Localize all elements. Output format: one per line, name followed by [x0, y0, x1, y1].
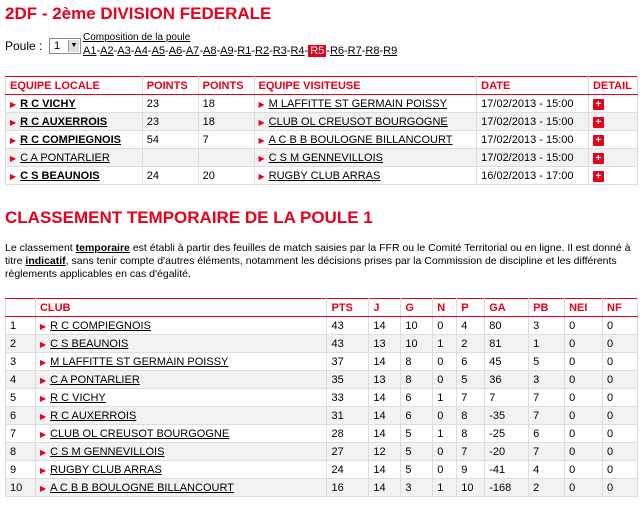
matches-table	[5, 76, 638, 185]
classement-cell-: 6	[6, 407, 36, 425]
classement-cell-p: 8	[457, 407, 485, 425]
poule-nav-separator: -	[96, 45, 101, 57]
classement-cell-j: 14	[369, 389, 401, 407]
classement-cell-ga: 45	[485, 353, 529, 371]
away-points	[198, 149, 254, 167]
matches-header-4: DATE	[477, 77, 589, 95]
arrow-right-icon: ▶	[258, 99, 265, 109]
arrow-right-icon: ▶	[39, 321, 47, 331]
chevron-down-icon: ▼	[68, 40, 79, 52]
classement-cell-pts: 24	[327, 461, 369, 479]
away-points: 18	[198, 113, 254, 131]
arrow-right-icon: ▶	[39, 429, 47, 439]
match-row	[6, 95, 638, 113]
poule-link-a8[interactable]: A8	[202, 45, 217, 57]
classement-cell-p: 10	[457, 479, 485, 497]
classement-cell-pb: 1	[529, 335, 565, 353]
away-points: 20	[198, 167, 254, 185]
arrow-right-icon: ▶	[10, 99, 17, 109]
classement-header-1: CLUB	[35, 299, 327, 317]
arrow-right-icon: ▶	[10, 171, 17, 181]
poule-link-r5[interactable]: R5	[310, 45, 325, 57]
classement-cell-p: 8	[457, 425, 485, 443]
classement-cell-: 10	[6, 479, 36, 497]
classement-cell-pts: 43	[327, 317, 369, 335]
poule-link-a4[interactable]: A4	[134, 45, 148, 57]
club-cell	[35, 479, 327, 497]
home-points: 54	[142, 131, 198, 149]
home-team-cell	[6, 131, 143, 149]
classement-cell-nf: 0	[603, 335, 638, 353]
classement-cell-ga: 36	[485, 371, 529, 389]
classement-cell-pb: 7	[529, 407, 565, 425]
classement-cell-p: 4	[457, 317, 485, 335]
poule-link-r3[interactable]: R3	[272, 45, 287, 57]
classement-cell-g: 3	[401, 479, 433, 497]
classement-cell-j: 14	[369, 479, 401, 497]
poule-select[interactable]	[49, 38, 81, 54]
classement-cell-g: 10	[401, 317, 433, 335]
classement-cell-: 9	[6, 461, 36, 479]
classement-cell-: 1	[6, 317, 36, 335]
away-team-link[interactable]: M LAFFITTE ST GERMAIN POISSY	[268, 97, 447, 110]
classement-cell-: 3	[6, 353, 36, 371]
classement-header-0	[6, 299, 36, 317]
poule-nav	[83, 45, 397, 57]
classement-cell-ga: 80	[485, 317, 529, 335]
classement-cell-nf: 0	[603, 479, 638, 497]
classement-cell-ga: -41	[485, 461, 529, 479]
club-cell	[35, 443, 327, 461]
home-points: 23	[142, 95, 198, 113]
classement-row	[6, 479, 638, 497]
classement-cell-g: 6	[401, 407, 433, 425]
club-cell	[35, 425, 327, 443]
desc-indicatif: indicatif	[25, 255, 66, 267]
poule-nav-separator: -	[182, 45, 186, 57]
poule-link-a3[interactable]: A3	[117, 45, 131, 57]
arrow-right-icon: ▶	[10, 135, 17, 145]
poule-nav-separator: -	[233, 45, 238, 57]
classement-cell-n: 1	[433, 479, 457, 497]
club-cell	[35, 371, 327, 389]
poule-nav-separator: -	[326, 45, 330, 57]
classement-header-6: P	[457, 299, 485, 317]
desc-part-3: , sans tenir compte d'autres éléments, notamment les décisions prises par la Commission de discipline et les différents règlements applicables en cas d'égalité.	[5, 255, 617, 280]
classement-title: CLASSEMENT TEMPORAIRE DE LA POULE 1	[5, 208, 373, 227]
poule-nav-separator: -	[344, 45, 348, 57]
match-date: 17/02/2013 - 15:00	[477, 95, 589, 113]
detail-plus-icon[interactable]: +	[593, 99, 604, 110]
classement-row	[6, 425, 638, 443]
club-link[interactable]: R C COMPIEGNOIS	[50, 319, 151, 332]
poule-link-r1[interactable]: R1	[237, 45, 252, 57]
desc-part-1: Le classement	[5, 242, 76, 254]
home-points: 23	[142, 113, 198, 131]
detail-cell	[588, 95, 637, 113]
classement-row	[6, 389, 638, 407]
poule-nav-separator: -	[130, 45, 135, 57]
away-team-link[interactable]: CLUB OL CREUSOT BOURGOGNE	[268, 115, 448, 128]
home-points: 24	[142, 167, 198, 185]
away-team-cell	[254, 113, 477, 131]
classement-cell-pts: 27	[327, 443, 369, 461]
poule-select-value: 1	[54, 40, 61, 52]
detail-cell	[588, 113, 637, 131]
poule-link-r7[interactable]: R7	[347, 45, 362, 57]
club-cell	[35, 335, 327, 353]
home-team-link[interactable]: R C COMPIEGNOIS	[20, 133, 121, 146]
classement-header-3: J	[369, 299, 401, 317]
away-points: 18	[198, 95, 254, 113]
poule-link-r8[interactable]: R8	[365, 45, 380, 57]
arrow-right-icon: ▶	[39, 465, 47, 475]
match-date: 17/02/2013 - 15:00	[477, 149, 589, 167]
classement-cell-nf: 0	[603, 425, 638, 443]
classement-cell-nf: 0	[603, 353, 638, 371]
classement-cell-: 7	[6, 425, 36, 443]
detail-plus-icon[interactable]: +	[593, 171, 604, 182]
poule-nav-separator: -	[304, 45, 309, 57]
club-link[interactable]: R C AUXERROIS	[50, 409, 137, 422]
poule-nav-separator: -	[251, 45, 255, 57]
classement-cell-pts: 31	[327, 407, 369, 425]
classement-cell-g: 5	[401, 425, 433, 443]
arrow-right-icon: ▶	[39, 411, 47, 421]
poule-link-r2[interactable]: R2	[255, 45, 270, 57]
classement-cell-ga: 7	[485, 389, 529, 407]
classement-cell-nei: 0	[565, 353, 603, 371]
classement-header-7: GA	[485, 299, 529, 317]
classement-cell-nf: 0	[603, 317, 638, 335]
club-link[interactable]: R C VICHY	[50, 391, 106, 404]
away-team-cell	[254, 131, 477, 149]
classement-cell-ga: -35	[485, 407, 529, 425]
desc-part-2: est établi à partir des feuilles de match saisies par la FFR ou le Comité Territorial ou en ligne. Il est donné à titre	[5, 242, 631, 267]
home-team-link[interactable]: C A PONTARLIER	[20, 151, 110, 164]
page-title: 2DF - 2ème DIVISION FEDERALE	[5, 4, 272, 23]
club-link[interactable]: RUGBY CLUB ARRAS	[50, 463, 162, 476]
home-team-link[interactable]: R C AUXERROIS	[20, 115, 108, 128]
away-points: 7	[198, 131, 254, 149]
classement-header-10: NF	[603, 299, 638, 317]
classement-cell-pts: 33	[327, 389, 369, 407]
classement-table	[5, 298, 638, 497]
classement-row	[6, 461, 638, 479]
match-row	[6, 131, 638, 149]
classement-cell-pb: 2	[529, 479, 565, 497]
arrow-right-icon: ▶	[39, 483, 47, 493]
classement-cell-pts: 35	[327, 371, 369, 389]
detail-plus-icon[interactable]: +	[593, 135, 604, 146]
classement-cell-: 2	[6, 335, 36, 353]
classement-cell-n: 0	[433, 353, 457, 371]
classement-cell-ga: -25	[485, 425, 529, 443]
classement-cell-j: 13	[369, 371, 401, 389]
desc-temporaire: temporaire	[75, 242, 130, 254]
composition-link[interactable]: Composition de la poule	[83, 32, 191, 43]
classement-cell-j: 14	[369, 425, 401, 443]
classement-cell-pb: 3	[529, 371, 565, 389]
detail-plus-icon[interactable]: +	[593, 117, 604, 128]
poule-link-a5[interactable]: A5	[151, 45, 166, 57]
poule-link-a2[interactable]: A2	[100, 45, 114, 57]
classement-cell-n: 1	[433, 425, 457, 443]
away-team-link[interactable]: C S M GENNEVILLOIS	[268, 151, 383, 164]
arrow-right-icon: ▶	[39, 357, 47, 367]
detail-cell	[588, 167, 637, 185]
classement-cell-g: 8	[401, 353, 433, 371]
club-cell	[35, 353, 327, 371]
away-team-link[interactable]: A C B B BOULOGNE BILLANCOURT	[268, 133, 453, 146]
classement-cell-n: 0	[433, 371, 457, 389]
classement-cell-p: 5	[457, 371, 485, 389]
poule-link-r9[interactable]: R9	[383, 45, 398, 57]
classement-row	[6, 317, 638, 335]
classement-cell-nf: 0	[603, 389, 638, 407]
classement-description	[5, 242, 640, 281]
classement-header-8: PB	[529, 299, 565, 317]
club-cell	[35, 389, 327, 407]
classement-row	[6, 335, 638, 353]
classement-cell-g: 10	[401, 335, 433, 353]
classement-cell-pts: 28	[327, 425, 369, 443]
detail-cell	[588, 149, 637, 167]
classement-cell-nei: 0	[565, 335, 603, 353]
poule-nav-separator: -	[113, 45, 118, 57]
poule-nav-separator: -	[147, 45, 152, 57]
match-date: 17/02/2013 - 15:00	[477, 131, 589, 149]
classement-cell-nf: 0	[603, 371, 638, 389]
classement-header-2: PTS	[327, 299, 369, 317]
club-link[interactable]: C A PONTARLIER	[50, 373, 140, 386]
classement-cell-p: 7	[457, 443, 485, 461]
match-row	[6, 149, 638, 167]
classement-cell-p: 7	[457, 389, 485, 407]
home-team-link[interactable]: R C VICHY	[20, 97, 76, 110]
classement-cell-p: 6	[457, 353, 485, 371]
away-team-cell	[254, 95, 477, 113]
classement-cell-p: 2	[457, 335, 485, 353]
classement-cell-g: 5	[401, 461, 433, 479]
arrow-right-icon: ▶	[39, 393, 47, 403]
club-link[interactable]: A C B B BOULOGNE BILLANCOURT	[50, 481, 234, 494]
poule-nav-separator: -	[199, 45, 203, 57]
home-points	[142, 149, 198, 167]
classement-cell-: 5	[6, 389, 36, 407]
poule-nav-separator: -	[216, 45, 221, 57]
classement-cell-pb: 5	[529, 353, 565, 371]
poule-link-r4[interactable]: R4	[290, 45, 305, 57]
classement-cell-ga: -168	[485, 479, 529, 497]
classement-cell-n: 0	[433, 461, 457, 479]
classement-cell-nei: 0	[565, 317, 603, 335]
classement-cell-nei: 0	[565, 407, 603, 425]
classement-cell-nei: 0	[565, 479, 603, 497]
classement-cell-pts: 37	[327, 353, 369, 371]
classement-cell-j: 14	[369, 461, 401, 479]
classement-cell-ga: 81	[485, 335, 529, 353]
classement-row	[6, 371, 638, 389]
classement-cell-g: 5	[401, 443, 433, 461]
classement-cell-pb: 7	[529, 389, 565, 407]
classement-cell-pb: 6	[529, 425, 565, 443]
poule-link-r6[interactable]: R6	[329, 45, 344, 57]
classement-cell-pb: 4	[529, 461, 565, 479]
home-team-cell	[6, 167, 143, 185]
club-link[interactable]: M LAFFITTE ST GERMAIN POISSY	[50, 355, 229, 368]
arrow-right-icon: ▶	[258, 153, 265, 163]
home-team-cell	[6, 149, 143, 167]
classement-cell-: 8	[6, 443, 36, 461]
classement-header-5: N	[433, 299, 457, 317]
home-team-cell	[6, 113, 143, 131]
poule-link-a1[interactable]: A1	[83, 45, 97, 57]
detail-plus-icon[interactable]: +	[593, 153, 604, 164]
away-team-cell	[254, 167, 477, 185]
classement-cell-n: 0	[433, 443, 457, 461]
club-cell	[35, 407, 327, 425]
classement-cell-pb: 7	[529, 443, 565, 461]
arrow-right-icon: ▶	[10, 153, 17, 163]
classement-cell-j: 13	[369, 335, 401, 353]
classement-cell-: 4	[6, 371, 36, 389]
classement-cell-nei: 0	[565, 371, 603, 389]
arrow-right-icon: ▶	[39, 447, 47, 457]
poule-label: Poule :	[5, 39, 43, 53]
match-date: 17/02/2013 - 15:00	[477, 113, 589, 131]
club-link[interactable]: CLUB OL CREUSOT BOURGOGNE	[50, 427, 230, 440]
classement-cell-nf: 0	[603, 461, 638, 479]
classement-header-9: NEI	[565, 299, 603, 317]
poule-link-a9[interactable]: A9	[220, 45, 234, 57]
poule-nav-separator: -	[165, 45, 169, 57]
home-team-link[interactable]: C S BEAUNOIS	[20, 169, 100, 182]
classement-cell-nf: 0	[603, 443, 638, 461]
classement-cell-n: 1	[433, 335, 457, 353]
classement-cell-pb: 3	[529, 317, 565, 335]
matches-header-3: EQUIPE VISITEUSE	[254, 77, 477, 95]
classement-cell-nei: 0	[565, 443, 603, 461]
club-link[interactable]: C S BEAUNOIS	[50, 337, 129, 350]
arrow-right-icon: ▶	[39, 375, 47, 385]
classement-cell-n: 0	[433, 317, 457, 335]
classement-cell-pts: 43	[327, 335, 369, 353]
matches-header-1: POINTS	[142, 77, 198, 95]
matches-header-2: POINTS	[198, 77, 254, 95]
away-team-cell	[254, 149, 477, 167]
classement-cell-j: 14	[369, 317, 401, 335]
poule-link-a7[interactable]: A7	[185, 45, 200, 57]
classement-cell-n: 0	[433, 407, 457, 425]
classement-cell-n: 1	[433, 389, 457, 407]
classement-cell-nf: 0	[603, 407, 638, 425]
classement-row	[6, 407, 638, 425]
classement-header-4: G	[401, 299, 433, 317]
poule-link-a6[interactable]: A6	[168, 45, 183, 57]
away-team-link[interactable]: RUGBY CLUB ARRAS	[268, 169, 381, 182]
classement-cell-j: 12	[369, 443, 401, 461]
poule-nav-separator: -	[286, 45, 291, 57]
arrow-right-icon: ▶	[10, 117, 17, 127]
club-cell	[35, 317, 327, 335]
matches-header-row	[6, 77, 638, 95]
classement-cell-nei: 0	[565, 425, 603, 443]
classement-cell-j: 14	[369, 353, 401, 371]
classement-cell-j: 14	[369, 407, 401, 425]
classement-cell-nei: 0	[565, 461, 603, 479]
matches-header-0: EQUIPE LOCALE	[6, 77, 143, 95]
poule-nav-separator: -	[361, 45, 366, 57]
club-link[interactable]: C S M GENNEVILLOIS	[50, 445, 165, 458]
club-cell	[35, 461, 327, 479]
matches-header-5: DETAIL	[588, 77, 637, 95]
classement-cell-nei: 0	[565, 389, 603, 407]
arrow-right-icon: ▶	[258, 117, 265, 127]
classement-cell-ga: -20	[485, 443, 529, 461]
classement-row	[6, 353, 638, 371]
arrow-right-icon: ▶	[39, 339, 47, 349]
classement-cell-p: 9	[457, 461, 485, 479]
match-row	[6, 113, 638, 131]
home-team-cell	[6, 95, 143, 113]
poule-nav-separator: -	[379, 45, 384, 57]
match-date: 16/02/2013 - 17:00	[477, 167, 589, 185]
match-row	[6, 167, 638, 185]
arrow-right-icon: ▶	[258, 171, 265, 181]
poule-nav-separator: -	[269, 45, 273, 57]
classement-row	[6, 443, 638, 461]
classement-cell-g: 8	[401, 371, 433, 389]
classement-cell-g: 6	[401, 389, 433, 407]
arrow-right-icon: ▶	[258, 135, 265, 145]
classement-header-row	[6, 299, 638, 317]
classement-cell-pts: 16	[327, 479, 369, 497]
detail-cell	[588, 131, 637, 149]
